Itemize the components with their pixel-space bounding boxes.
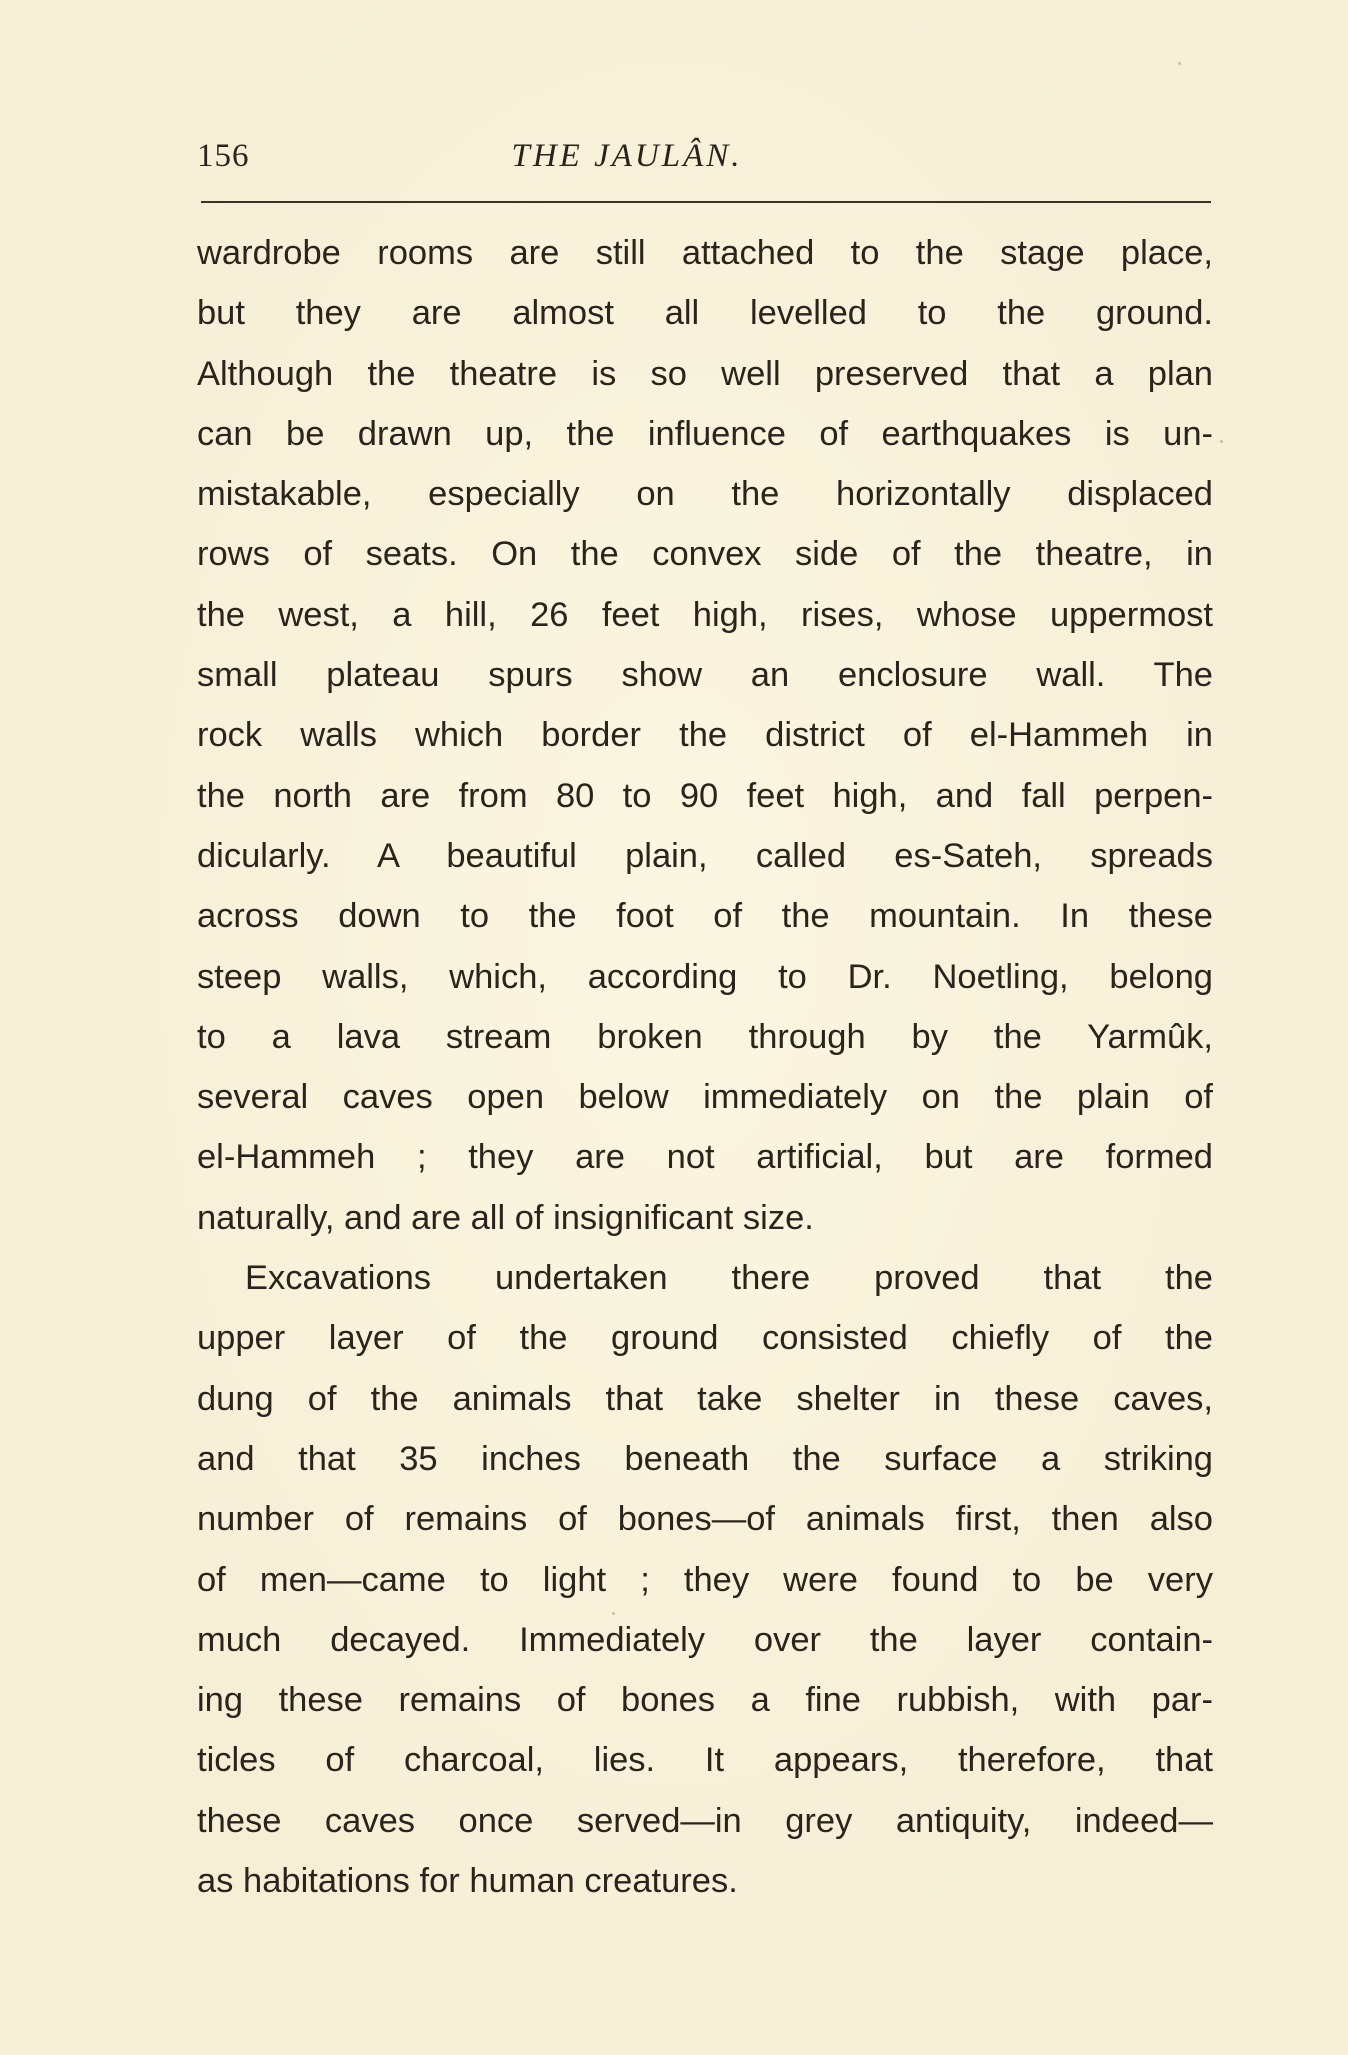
text-line: of men—came to light ; they were found to be very bbox=[197, 1560, 1213, 1599]
text-line: can be drawn up, the influence of earthquakes is un- bbox=[197, 414, 1213, 453]
text-line: el-Hammeh ; they are not artificial, but are formed bbox=[197, 1138, 1213, 1177]
text-line: dung of the animals that take shelter in these caves, bbox=[197, 1379, 1213, 1418]
text-line: small plateau spurs show an enclosure wall. The bbox=[197, 656, 1213, 695]
text-line: across down to the foot of the mountain. In these bbox=[197, 897, 1213, 936]
paragraph-1 bbox=[197, 223, 1213, 1248]
text-line: wardrobe rooms are still attached to the stage place, bbox=[197, 234, 1213, 272]
paragraph-2 bbox=[197, 1248, 1213, 1911]
text-line: dicularly. A beautiful plain, called es-Sateh, spreads bbox=[197, 836, 1213, 875]
text-line: rows of seats. On the convex side of the theatre, in bbox=[197, 535, 1213, 574]
text-line: steep walls, which, according to Dr. Noetling, belong bbox=[197, 957, 1213, 996]
text-line: upper layer of the ground consisted chiefly of the bbox=[197, 1319, 1213, 1358]
page-number: 156 bbox=[197, 138, 250, 174]
text-line: as habitations for human creatures. bbox=[197, 1862, 738, 1901]
paper-speck bbox=[612, 1612, 615, 1615]
text-line: the west, a hill, 26 feet high, rises, whose uppermost bbox=[197, 595, 1213, 634]
body-text bbox=[197, 223, 1213, 1911]
text-line: much decayed. Immediately over the layer contain- bbox=[197, 1620, 1213, 1659]
paper-speck bbox=[1220, 440, 1223, 443]
text-line: these caves once served—in grey antiquity, indeed— bbox=[197, 1801, 1213, 1840]
text-line: ticles of charcoal, lies. It appears, therefore, that bbox=[197, 1741, 1213, 1780]
running-head bbox=[197, 134, 1207, 178]
paper-speck bbox=[1178, 62, 1181, 65]
text-line: Excavations undertaken there proved that the bbox=[245, 1259, 1213, 1298]
text-line: number of remains of bones—of animals first, then also bbox=[197, 1500, 1213, 1539]
text-line: several caves open below immediately on the plain of bbox=[197, 1078, 1213, 1117]
header-rule bbox=[201, 201, 1211, 203]
text-line: the north are from 80 to 90 feet high, and fall perpen- bbox=[197, 776, 1213, 815]
running-title: THE JAULÂN. bbox=[511, 138, 743, 174]
text-line: rock walls which border the district of el-Hammeh in bbox=[197, 716, 1213, 755]
text-line: to a lava stream broken through by the Yarmûk, bbox=[197, 1017, 1213, 1056]
text-line: naturally, and are all of insignificant size. bbox=[197, 1198, 814, 1237]
text-line: Although the theatre is so well preserved that a plan bbox=[197, 354, 1213, 393]
text-line: and that 35 inches beneath the surface a striking bbox=[197, 1439, 1213, 1478]
text-line: ing these remains of bones a fine rubbish, with par- bbox=[197, 1681, 1213, 1720]
text-line: but they are almost all levelled to the ground. bbox=[197, 294, 1213, 333]
text-line: mistakable, especially on the horizontally displaced bbox=[197, 475, 1213, 514]
